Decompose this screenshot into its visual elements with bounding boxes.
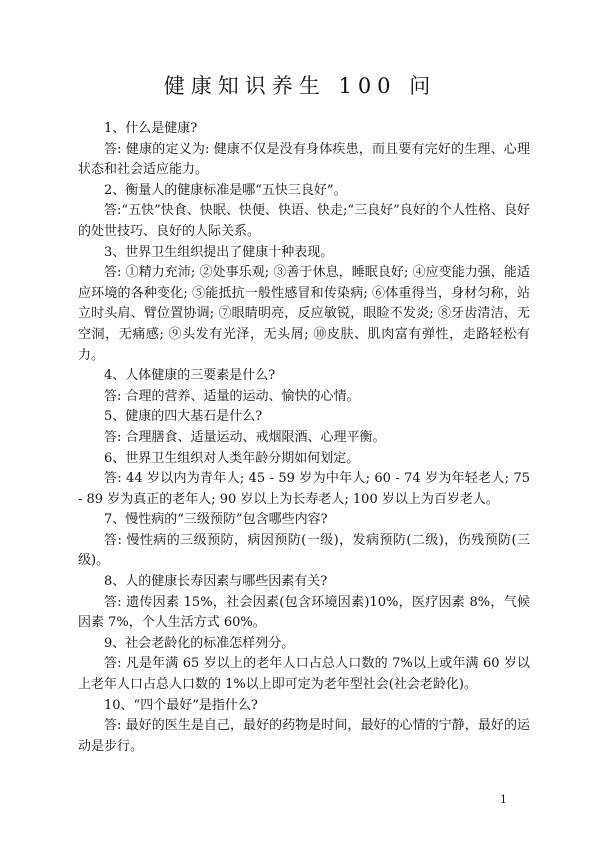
page-title: 健康知识养生 100 问 (163, 74, 437, 98)
question-8: 8、人的健康长寿因素与哪些因素有关? (104, 574, 328, 590)
question-3: 3、世界卫生组织提出了健康十种表现。 (104, 244, 334, 260)
question-4: 4、人体健康的三要素是什么? (104, 368, 276, 384)
question-2: 2、衡量人的健康标准是哪“五快三良好”。 (104, 182, 347, 198)
question-5: 5、健康的四大基石是什么? (104, 409, 263, 425)
question-6: 6、世界卫生组织对人类年龄分期如何划定。 (104, 450, 360, 466)
question-7: 7、慢性病的“三级预防”包含哪些内容? (104, 512, 328, 528)
answer-2: 答:“五快”快食、快眠、快便、快语、快走;“三良好”良好的个人性格、良好的处世技巧、良好的人际关系。 (78, 203, 530, 239)
answer-7: 答: 慢性病的三级预防，病因预防(一级)，发病预防(二级)，伤残预防(三级)。 (78, 532, 530, 569)
answer-10: 答: 最好的医生是自己，最好的药物是时间，最好的心情的宁静，最好的运动是步行。 (78, 718, 530, 754)
answer-5: 答: 合理膳食、适量运动、戒烟限酒、心理平衡。 (104, 429, 386, 445)
question-10: 10、“四个最好”是指什么? (104, 697, 258, 713)
answer-3: 答: ①精力充沛; ②处事乐观; ③善于休息，睡眠良好; ④应变能力强，能适应环境的各种变化; ⑤能抵抗一般性感冒和传染病; ⑥体重得当，身材匀称，站立时头肩、臂位置协调; ⑦眼睛明亮，反应敏锐，眼睑不发炎; ⑧牙齿清洁，无空洞，无痛感; ⑨头发有光泽，无头屑; ⑩皮肤、肌肉富有弹性，走路轻松有力。 (78, 265, 530, 363)
question-1: 1、什么是健康? (104, 121, 198, 136)
answer-1: 答: 健康的定义为: 健康不仅是没有身体疾患，而且要有完好的生理、心理状态和社会适应能力。 (78, 141, 530, 178)
question-9: 9、社会老龄化的标准怎样列分。 (104, 635, 295, 651)
answer-4: 答: 合理的营养、适量的运动、愉快的心情。 (104, 388, 360, 404)
answer-8: 答: 遗传因素 15%，社会因素(包含环境因素)10%，医疗因素 8%，气候因素 7%，个人生活方式 60%。 (78, 594, 530, 631)
document-body (78, 119, 530, 757)
answer-9: 答: 凡是年满 65 岁以上的老年人口占总人口数的 7%以上或年满 60 岁以上老年人口占总人口数的 1%以上即可定为老年型社会(社会老龄化)。 (78, 656, 530, 693)
page-number: 1 (500, 793, 507, 806)
answer-6: 答: 44 岁以内为青年人; 45 - 59 岁为中年人; 60 - 74 岁为年轻老人; 75 - 89 岁为真正的老年人; 90 岁以上为长寿老人; 100 岁以上为百岁老人。 (78, 471, 530, 507)
